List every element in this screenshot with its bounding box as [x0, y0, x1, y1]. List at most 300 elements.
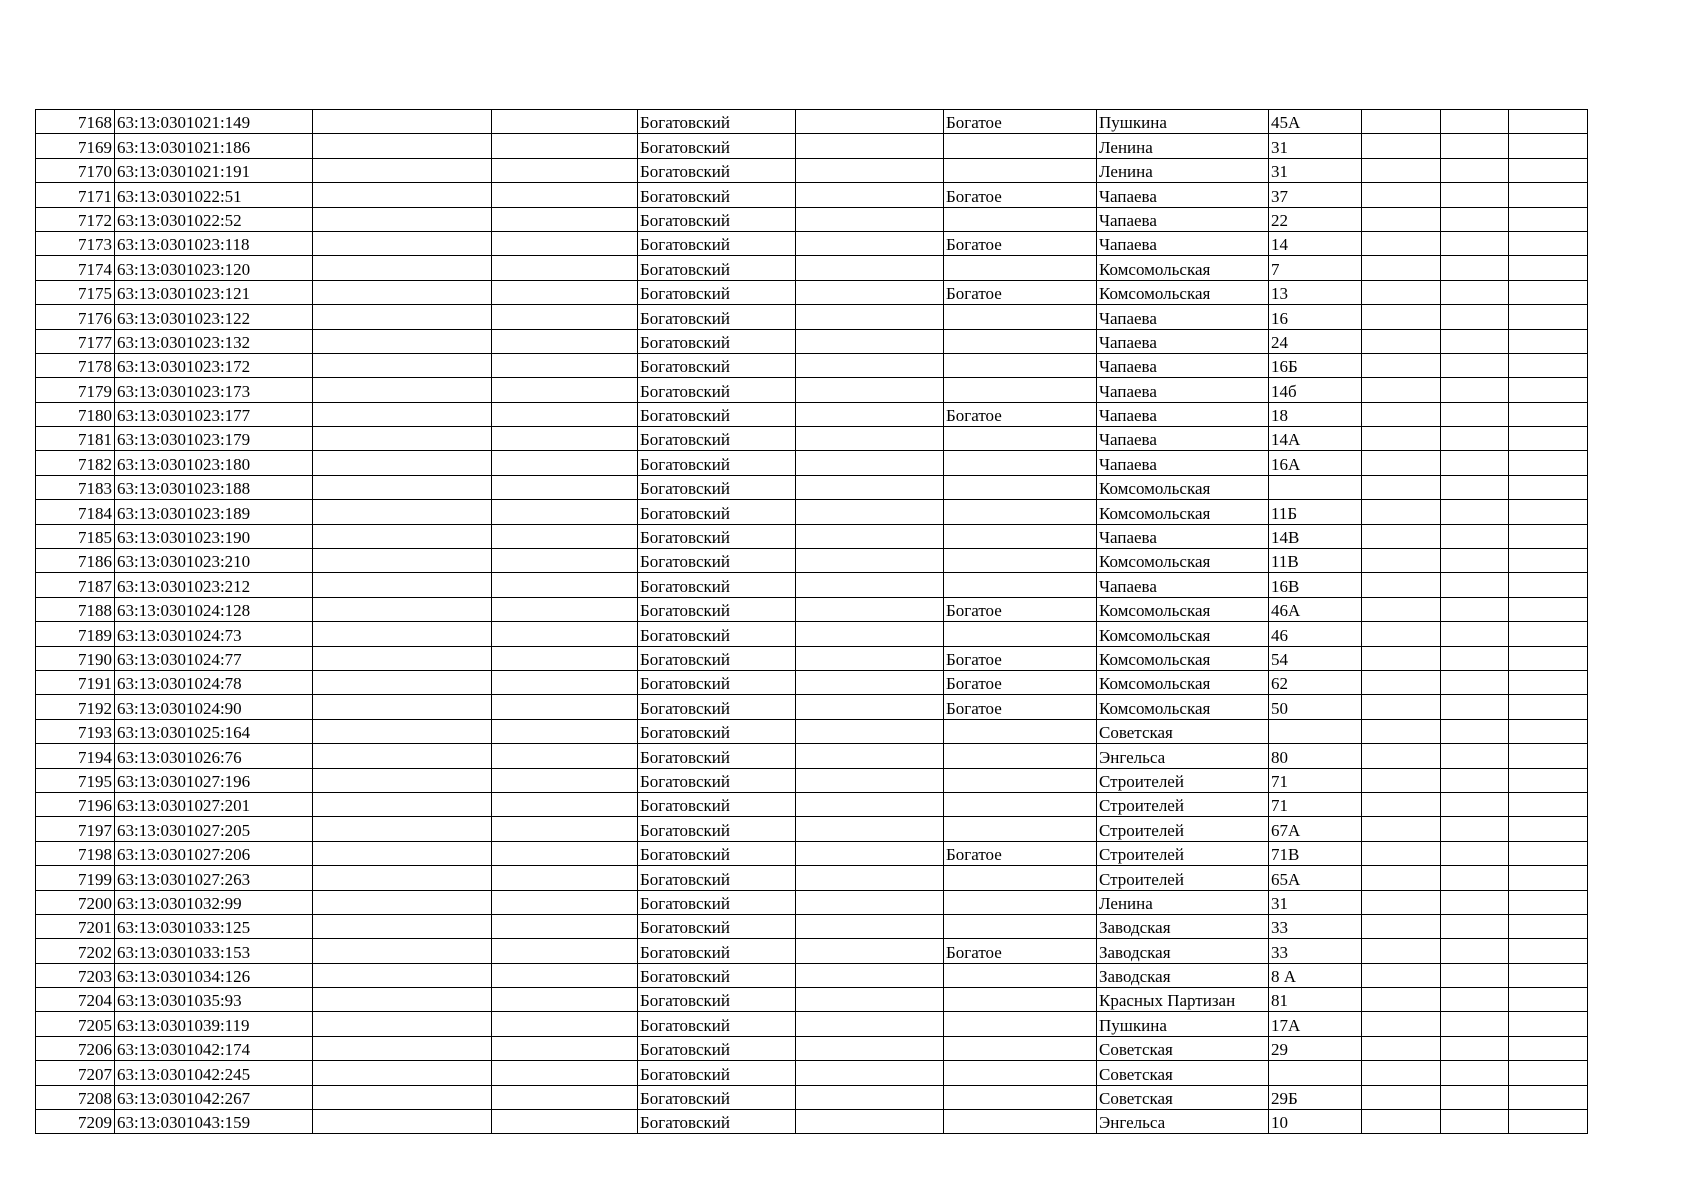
- empty-cell: [1362, 256, 1441, 280]
- district-cell: Богатовский: [638, 1085, 796, 1109]
- street-cell: Комсомольская: [1097, 256, 1269, 280]
- street-cell: Советская: [1097, 719, 1269, 743]
- street-cell: Чапаева: [1097, 305, 1269, 329]
- empty-cell: [492, 768, 638, 792]
- empty-cell: [492, 890, 638, 914]
- house-number-cell: 10: [1269, 1110, 1362, 1134]
- empty-cell: [1362, 451, 1441, 475]
- empty-cell: [492, 427, 638, 451]
- locality-cell: Богатое: [944, 841, 1097, 865]
- house-number-cell: 17А: [1269, 1012, 1362, 1036]
- empty-cell: [492, 866, 638, 890]
- empty-cell: [313, 183, 492, 207]
- empty-cell: [1362, 207, 1441, 231]
- district-cell: Богатовский: [638, 451, 796, 475]
- district-cell: Богатовский: [638, 622, 796, 646]
- empty-cell: [796, 744, 944, 768]
- empty-cell: [1441, 817, 1509, 841]
- table-row: [36, 1012, 1588, 1036]
- table-row: [36, 792, 1588, 816]
- empty-cell: [1362, 841, 1441, 865]
- empty-cell: [1362, 1061, 1441, 1085]
- empty-cell: [1509, 939, 1588, 963]
- locality-cell: [944, 744, 1097, 768]
- empty-cell: [1362, 817, 1441, 841]
- empty-cell: [313, 988, 492, 1012]
- empty-cell: [1509, 231, 1588, 255]
- table-row: [36, 231, 1588, 255]
- empty-cell: [492, 573, 638, 597]
- empty-cell: [796, 1085, 944, 1109]
- row-number-cell: 7197: [36, 817, 115, 841]
- locality-cell: [944, 768, 1097, 792]
- row-number-cell: 7202: [36, 939, 115, 963]
- table-row: [36, 963, 1588, 987]
- locality-cell: [944, 475, 1097, 499]
- street-cell: Строителей: [1097, 866, 1269, 890]
- empty-cell: [796, 597, 944, 621]
- row-number-cell: 7187: [36, 573, 115, 597]
- district-cell: Богатовский: [638, 866, 796, 890]
- empty-cell: [1441, 622, 1509, 646]
- cadastral-number-cell: 63:13:0301021:149: [115, 110, 313, 134]
- cadastral-number-cell: 63:13:0301027:196: [115, 768, 313, 792]
- street-cell: Комсомольская: [1097, 475, 1269, 499]
- district-cell: Богатовский: [638, 988, 796, 1012]
- empty-cell: [1362, 866, 1441, 890]
- cadastral-number-cell: 63:13:0301023:172: [115, 353, 313, 377]
- empty-cell: [492, 1085, 638, 1109]
- empty-cell: [492, 134, 638, 158]
- empty-cell: [313, 622, 492, 646]
- district-cell: Богатовский: [638, 646, 796, 670]
- house-number-cell: 18: [1269, 402, 1362, 426]
- empty-cell: [1441, 573, 1509, 597]
- empty-cell: [796, 914, 944, 938]
- empty-cell: [492, 963, 638, 987]
- row-number-cell: 7170: [36, 158, 115, 182]
- empty-cell: [492, 280, 638, 304]
- house-number-cell: 71: [1269, 792, 1362, 816]
- empty-cell: [313, 231, 492, 255]
- district-cell: Богатовский: [638, 768, 796, 792]
- cadastral-number-cell: 63:13:0301021:191: [115, 158, 313, 182]
- row-number-cell: 7182: [36, 451, 115, 475]
- table-row: [36, 988, 1588, 1012]
- house-number-cell: 54: [1269, 646, 1362, 670]
- locality-cell: [944, 719, 1097, 743]
- empty-cell: [1441, 768, 1509, 792]
- district-cell: Богатовский: [638, 597, 796, 621]
- cadastral-number-cell: 63:13:0301035:93: [115, 988, 313, 1012]
- district-cell: Богатовский: [638, 158, 796, 182]
- empty-cell: [796, 939, 944, 963]
- locality-cell: Богатое: [944, 597, 1097, 621]
- row-number-cell: 7207: [36, 1061, 115, 1085]
- district-cell: Богатовский: [638, 817, 796, 841]
- empty-cell: [313, 524, 492, 548]
- street-cell: Строителей: [1097, 768, 1269, 792]
- house-number-cell: 65А: [1269, 866, 1362, 890]
- locality-cell: [944, 500, 1097, 524]
- empty-cell: [1441, 695, 1509, 719]
- row-number-cell: 7178: [36, 353, 115, 377]
- empty-cell: [1509, 475, 1588, 499]
- empty-cell: [796, 817, 944, 841]
- empty-cell: [313, 280, 492, 304]
- table-row: [36, 817, 1588, 841]
- cadastral-number-cell: 63:13:0301033:153: [115, 939, 313, 963]
- street-cell: Чапаева: [1097, 207, 1269, 231]
- house-number-cell: 24: [1269, 329, 1362, 353]
- empty-cell: [796, 256, 944, 280]
- street-cell: Чапаева: [1097, 183, 1269, 207]
- empty-cell: [313, 573, 492, 597]
- empty-cell: [1441, 1036, 1509, 1060]
- locality-cell: Богатое: [944, 939, 1097, 963]
- locality-cell: [944, 817, 1097, 841]
- empty-cell: [1509, 378, 1588, 402]
- row-number-cell: 7204: [36, 988, 115, 1012]
- empty-cell: [796, 1036, 944, 1060]
- empty-cell: [492, 475, 638, 499]
- empty-cell: [1441, 427, 1509, 451]
- table-row: [36, 305, 1588, 329]
- table-row: [36, 670, 1588, 694]
- empty-cell: [796, 549, 944, 573]
- street-cell: Советская: [1097, 1036, 1269, 1060]
- table-row: [36, 475, 1588, 499]
- empty-cell: [796, 207, 944, 231]
- cadastral-number-cell: 63:13:0301027:201: [115, 792, 313, 816]
- empty-cell: [492, 231, 638, 255]
- empty-cell: [1362, 524, 1441, 548]
- empty-cell: [1509, 768, 1588, 792]
- cadastral-number-cell: 63:13:0301042:174: [115, 1036, 313, 1060]
- house-number-cell: [1269, 719, 1362, 743]
- street-cell: Комсомольская: [1097, 549, 1269, 573]
- locality-cell: Богатое: [944, 402, 1097, 426]
- empty-cell: [313, 1012, 492, 1036]
- empty-cell: [313, 549, 492, 573]
- cadastral-number-cell: 63:13:0301034:126: [115, 963, 313, 987]
- cadastral-number-cell: 63:13:0301023:122: [115, 305, 313, 329]
- cadastral-number-cell: 63:13:0301024:128: [115, 597, 313, 621]
- empty-cell: [1441, 110, 1509, 134]
- district-cell: Богатовский: [638, 744, 796, 768]
- district-cell: Богатовский: [638, 231, 796, 255]
- district-cell: Богатовский: [638, 573, 796, 597]
- empty-cell: [313, 402, 492, 426]
- house-number-cell: 14В: [1269, 524, 1362, 548]
- cadastral-number-cell: 63:13:0301024:78: [115, 670, 313, 694]
- empty-cell: [1441, 963, 1509, 987]
- table-row: [36, 549, 1588, 573]
- locality-cell: [944, 353, 1097, 377]
- table-row: [36, 768, 1588, 792]
- empty-cell: [1362, 939, 1441, 963]
- cadastral-number-cell: 63:13:0301023:121: [115, 280, 313, 304]
- street-cell: Чапаева: [1097, 231, 1269, 255]
- empty-cell: [1362, 573, 1441, 597]
- table-row: [36, 1085, 1588, 1109]
- row-number-cell: 7184: [36, 500, 115, 524]
- locality-cell: Богатое: [944, 646, 1097, 670]
- empty-cell: [1441, 988, 1509, 1012]
- district-cell: Богатовский: [638, 110, 796, 134]
- empty-cell: [796, 719, 944, 743]
- cadastral-number-cell: 63:13:0301039:119: [115, 1012, 313, 1036]
- empty-cell: [796, 695, 944, 719]
- empty-cell: [796, 427, 944, 451]
- house-number-cell: 16Б: [1269, 353, 1362, 377]
- empty-cell: [492, 549, 638, 573]
- street-cell: Заводская: [1097, 939, 1269, 963]
- district-cell: Богатовский: [638, 963, 796, 987]
- house-number-cell: 8 А: [1269, 963, 1362, 987]
- empty-cell: [492, 158, 638, 182]
- empty-cell: [1362, 597, 1441, 621]
- locality-cell: [944, 329, 1097, 353]
- empty-cell: [1362, 231, 1441, 255]
- street-cell: Заводская: [1097, 914, 1269, 938]
- row-number-cell: 7209: [36, 1110, 115, 1134]
- street-cell: Строителей: [1097, 792, 1269, 816]
- cadastral-number-cell: 63:13:0301023:180: [115, 451, 313, 475]
- empty-cell: [796, 134, 944, 158]
- district-cell: Богатовский: [638, 500, 796, 524]
- empty-cell: [1509, 1012, 1588, 1036]
- house-number-cell: 46: [1269, 622, 1362, 646]
- house-number-cell: 14: [1269, 231, 1362, 255]
- district-cell: Богатовский: [638, 670, 796, 694]
- row-number-cell: 7179: [36, 378, 115, 402]
- empty-cell: [313, 597, 492, 621]
- street-cell: Чапаева: [1097, 378, 1269, 402]
- row-number-cell: 7193: [36, 719, 115, 743]
- locality-cell: [944, 305, 1097, 329]
- table-row: [36, 451, 1588, 475]
- table-row: [36, 402, 1588, 426]
- house-number-cell: 7: [1269, 256, 1362, 280]
- empty-cell: [492, 451, 638, 475]
- district-cell: Богатовский: [638, 1036, 796, 1060]
- table-row: [36, 939, 1588, 963]
- empty-cell: [313, 1036, 492, 1060]
- empty-cell: [492, 841, 638, 865]
- locality-cell: Богатое: [944, 183, 1097, 207]
- locality-cell: Богатое: [944, 110, 1097, 134]
- table-row: [36, 134, 1588, 158]
- table-row: [36, 1036, 1588, 1060]
- empty-cell: [313, 792, 492, 816]
- district-cell: Богатовский: [638, 378, 796, 402]
- house-number-cell: 11В: [1269, 549, 1362, 573]
- table-row: [36, 597, 1588, 621]
- table-row: [36, 1061, 1588, 1085]
- empty-cell: [796, 866, 944, 890]
- empty-cell: [492, 183, 638, 207]
- street-cell: Ленина: [1097, 890, 1269, 914]
- street-cell: Пушкина: [1097, 1012, 1269, 1036]
- cadastral-number-cell: 63:13:0301042:267: [115, 1085, 313, 1109]
- empty-cell: [1441, 719, 1509, 743]
- locality-cell: [944, 1061, 1097, 1085]
- empty-cell: [313, 207, 492, 231]
- row-number-cell: 7173: [36, 231, 115, 255]
- empty-cell: [492, 792, 638, 816]
- empty-cell: [313, 744, 492, 768]
- row-number-cell: 7191: [36, 670, 115, 694]
- empty-cell: [313, 817, 492, 841]
- locality-cell: [944, 573, 1097, 597]
- empty-cell: [1509, 646, 1588, 670]
- street-cell: Комсомольская: [1097, 500, 1269, 524]
- empty-cell: [1441, 378, 1509, 402]
- cadastral-number-cell: 63:13:0301023:190: [115, 524, 313, 548]
- empty-cell: [1509, 158, 1588, 182]
- empty-cell: [1509, 914, 1588, 938]
- street-cell: Чапаева: [1097, 451, 1269, 475]
- cadastral-number-cell: 63:13:0301021:186: [115, 134, 313, 158]
- empty-cell: [1441, 207, 1509, 231]
- district-cell: Богатовский: [638, 280, 796, 304]
- house-number-cell: 71В: [1269, 841, 1362, 865]
- table-row: [36, 622, 1588, 646]
- house-number-cell: 29: [1269, 1036, 1362, 1060]
- row-number-cell: 7172: [36, 207, 115, 231]
- house-number-cell: 14А: [1269, 427, 1362, 451]
- row-number-cell: 7196: [36, 792, 115, 816]
- empty-cell: [1441, 890, 1509, 914]
- district-cell: Богатовский: [638, 1012, 796, 1036]
- street-cell: Чапаева: [1097, 402, 1269, 426]
- empty-cell: [492, 988, 638, 1012]
- locality-cell: [944, 988, 1097, 1012]
- empty-cell: [796, 963, 944, 987]
- empty-cell: [1441, 280, 1509, 304]
- district-cell: Богатовский: [638, 890, 796, 914]
- empty-cell: [796, 1012, 944, 1036]
- empty-cell: [492, 524, 638, 548]
- empty-cell: [1509, 890, 1588, 914]
- house-number-cell: 33: [1269, 914, 1362, 938]
- row-number-cell: 7192: [36, 695, 115, 719]
- row-number-cell: 7177: [36, 329, 115, 353]
- district-cell: Богатовский: [638, 549, 796, 573]
- empty-cell: [313, 378, 492, 402]
- empty-cell: [1509, 549, 1588, 573]
- empty-cell: [313, 500, 492, 524]
- row-number-cell: 7181: [36, 427, 115, 451]
- row-number-cell: 7169: [36, 134, 115, 158]
- house-number-cell: 13: [1269, 280, 1362, 304]
- empty-cell: [1509, 817, 1588, 841]
- house-number-cell: 31: [1269, 890, 1362, 914]
- empty-cell: [1362, 695, 1441, 719]
- empty-cell: [1441, 1012, 1509, 1036]
- locality-cell: [944, 524, 1097, 548]
- district-cell: Богатовский: [638, 719, 796, 743]
- empty-cell: [796, 670, 944, 694]
- empty-cell: [1509, 280, 1588, 304]
- empty-cell: [1509, 988, 1588, 1012]
- locality-cell: Богатое: [944, 280, 1097, 304]
- empty-cell: [1509, 1085, 1588, 1109]
- empty-cell: [1362, 1085, 1441, 1109]
- row-number-cell: 7199: [36, 866, 115, 890]
- empty-cell: [1509, 670, 1588, 694]
- house-number-cell: 62: [1269, 670, 1362, 694]
- cadastral-number-cell: 63:13:0301027:205: [115, 817, 313, 841]
- empty-cell: [1362, 988, 1441, 1012]
- locality-cell: [944, 792, 1097, 816]
- empty-cell: [492, 646, 638, 670]
- locality-cell: [944, 134, 1097, 158]
- district-cell: Богатовский: [638, 427, 796, 451]
- house-number-cell: 29Б: [1269, 1085, 1362, 1109]
- empty-cell: [796, 768, 944, 792]
- district-cell: Богатовский: [638, 1061, 796, 1085]
- empty-cell: [796, 305, 944, 329]
- empty-cell: [313, 670, 492, 694]
- empty-cell: [796, 573, 944, 597]
- locality-cell: [944, 207, 1097, 231]
- empty-cell: [796, 988, 944, 1012]
- empty-cell: [492, 110, 638, 134]
- locality-cell: Богатое: [944, 670, 1097, 694]
- empty-cell: [313, 914, 492, 938]
- empty-cell: [1362, 158, 1441, 182]
- empty-cell: [313, 866, 492, 890]
- house-number-cell: 67А: [1269, 817, 1362, 841]
- district-cell: Богатовский: [638, 329, 796, 353]
- locality-cell: [944, 1036, 1097, 1060]
- empty-cell: [1441, 1061, 1509, 1085]
- street-cell: Комсомольская: [1097, 646, 1269, 670]
- table-row: [36, 378, 1588, 402]
- street-cell: Энгельса: [1097, 1110, 1269, 1134]
- empty-cell: [313, 841, 492, 865]
- empty-cell: [313, 890, 492, 914]
- house-number-cell: 31: [1269, 158, 1362, 182]
- empty-cell: [1441, 524, 1509, 548]
- table-row: [36, 256, 1588, 280]
- empty-cell: [796, 1061, 944, 1085]
- empty-cell: [313, 329, 492, 353]
- empty-cell: [1441, 134, 1509, 158]
- street-cell: Чапаева: [1097, 353, 1269, 377]
- row-number-cell: 7171: [36, 183, 115, 207]
- empty-cell: [796, 329, 944, 353]
- empty-cell: [796, 792, 944, 816]
- empty-cell: [313, 695, 492, 719]
- locality-cell: [944, 1085, 1097, 1109]
- empty-cell: [492, 817, 638, 841]
- locality-cell: [944, 914, 1097, 938]
- row-number-cell: 7200: [36, 890, 115, 914]
- empty-cell: [1362, 500, 1441, 524]
- empty-cell: [492, 597, 638, 621]
- table-body: [36, 110, 1588, 1134]
- table-row: [36, 841, 1588, 865]
- empty-cell: [1362, 110, 1441, 134]
- empty-cell: [796, 280, 944, 304]
- empty-cell: [313, 475, 492, 499]
- empty-cell: [1441, 500, 1509, 524]
- empty-cell: [313, 1110, 492, 1134]
- empty-cell: [1509, 353, 1588, 377]
